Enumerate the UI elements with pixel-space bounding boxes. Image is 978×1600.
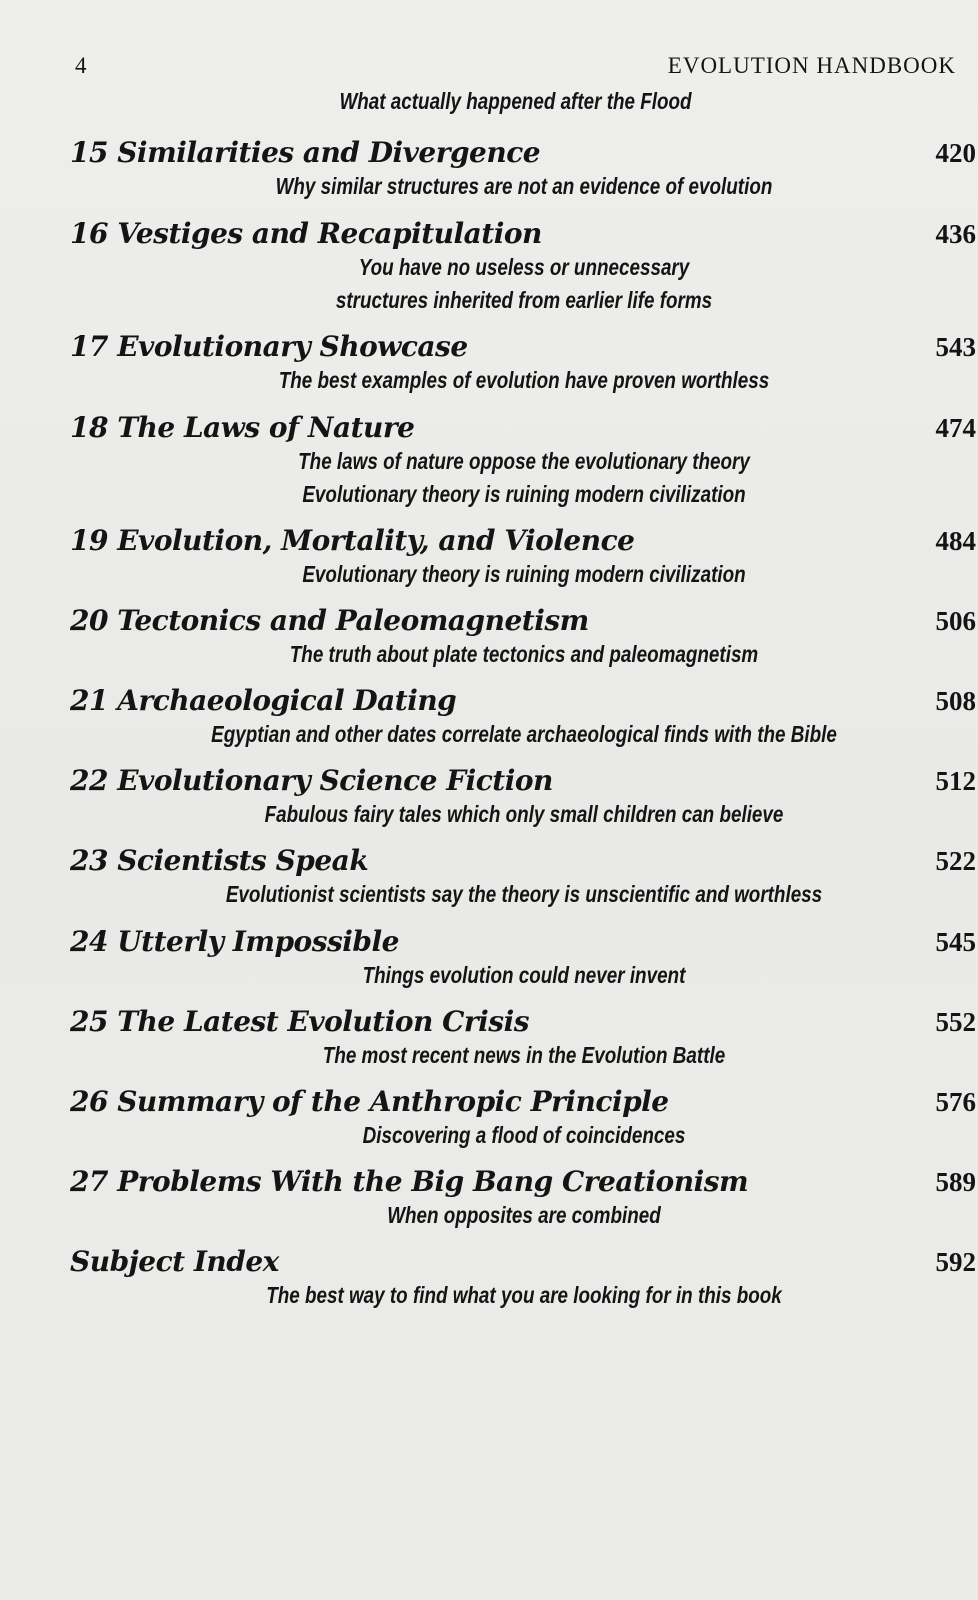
toc-entry-page: 512 (935, 766, 976, 796)
toc-entry (70, 1245, 978, 1311)
toc-entry (70, 925, 978, 991)
toc-entry-subtitle: Discovering a flood of coincidences (362, 1122, 686, 1148)
running-head: EVOLUTION HANDBOOK (667, 53, 956, 78)
toc-entry-page: 543 (935, 332, 976, 362)
toc-entry-subtitle: The most recent news in the Evolution Battle (322, 1042, 726, 1068)
toc-entry-title: 18 The Laws of Nature (70, 411, 415, 444)
toc-entry-subtitle: Things evolution could never invent (362, 962, 686, 988)
toc-entry (70, 524, 978, 590)
toc-entry (70, 411, 978, 510)
toc-entry-page: 420 (935, 138, 976, 168)
toc-entry-title: 21 Archaeological Dating (70, 684, 457, 717)
toc-entry (70, 764, 978, 830)
toc-entry-subtitle: Evolutionist scientists say the theory is unscientific and worthless (225, 881, 823, 907)
toc-entry-page: 522 (935, 846, 976, 876)
toc-entry-title: 26 Summary of the Anthropic Principle (70, 1085, 669, 1118)
toc-entry (70, 604, 978, 670)
toc-entry-page: 508 (935, 686, 976, 716)
toc-entry-title: 23 Scientists Speak (70, 844, 369, 877)
toc-entry-page: 474 (935, 413, 976, 443)
toc-entry-subtitle: The best examples of evolution have proven worthless (278, 367, 770, 393)
toc-entry-title: 27 Problems With the Big Bang Creationism (70, 1165, 749, 1198)
chapter-14-subtitle: What actually happened after the Flood (339, 88, 692, 114)
toc-entry-title: Subject Index (70, 1245, 279, 1278)
toc-entry-title: 17 Evolutionary Showcase (70, 330, 468, 363)
toc-entry-title: 16 Vestiges and Recapitulation (70, 217, 542, 250)
toc-entry-subtitle: structures inherited from earlier life forms (335, 287, 713, 313)
toc-entry-page: 484 (935, 526, 976, 556)
toc-entry-subtitle: You have no useless or unnecessary (358, 254, 690, 280)
toc-entry-page: 589 (935, 1167, 976, 1197)
toc-entry (70, 844, 978, 910)
toc-entry-subtitle: Fabulous fairy tales which only small children can believe (264, 801, 784, 827)
page-number: 4 (75, 53, 88, 78)
toc-entry-subtitle: The laws of nature oppose the evolutionary theory (298, 448, 750, 474)
toc-entry-page: 436 (935, 219, 976, 249)
toc-entry-subtitle: The best way to find what you are looking for in this book (266, 1282, 782, 1308)
toc-entry-title: 25 The Latest Evolution Crisis (70, 1005, 529, 1038)
toc-entry (70, 217, 978, 316)
toc-entry (70, 1085, 978, 1151)
toc-entry-title: 19 Evolution, Mortality, and Violence (70, 524, 635, 557)
toc-entry-title: 20 Tectonics and Paleomagnetism (70, 604, 589, 637)
toc-entry-subtitle: Evolutionary theory is ruining modern civilization (302, 481, 746, 507)
toc-entry-subtitle: Egyptian and other dates correlate archaeological finds with the Bible (211, 721, 837, 747)
toc-entry (70, 684, 978, 750)
toc-entry-page: 552 (935, 1007, 976, 1037)
toc-entry-page: 506 (935, 606, 976, 636)
toc-entry (70, 1005, 978, 1071)
toc-entry-subtitle: Evolutionary theory is ruining modern civilization (302, 561, 746, 587)
toc-entry (70, 136, 978, 202)
toc-entry (70, 330, 978, 396)
toc-entry-page: 576 (935, 1087, 976, 1117)
toc-entry-subtitle: Why similar structures are not an evidence of evolution (275, 173, 773, 199)
toc-entry-title: 15 Similarities and Divergence (70, 136, 541, 169)
toc-entry-title: 22 Evolutionary Science Fiction (70, 764, 553, 797)
toc-entry-subtitle: When opposites are combined (387, 1202, 661, 1228)
toc-entry-page: 545 (935, 927, 976, 957)
toc-entry-page: 592 (935, 1247, 976, 1277)
toc-entry (70, 1165, 978, 1231)
toc-entry-subtitle: The truth about plate tectonics and paleomagnetism (289, 641, 759, 667)
toc-entry-title: 24 Utterly Impossible (70, 925, 399, 958)
page-header (75, 50, 956, 82)
